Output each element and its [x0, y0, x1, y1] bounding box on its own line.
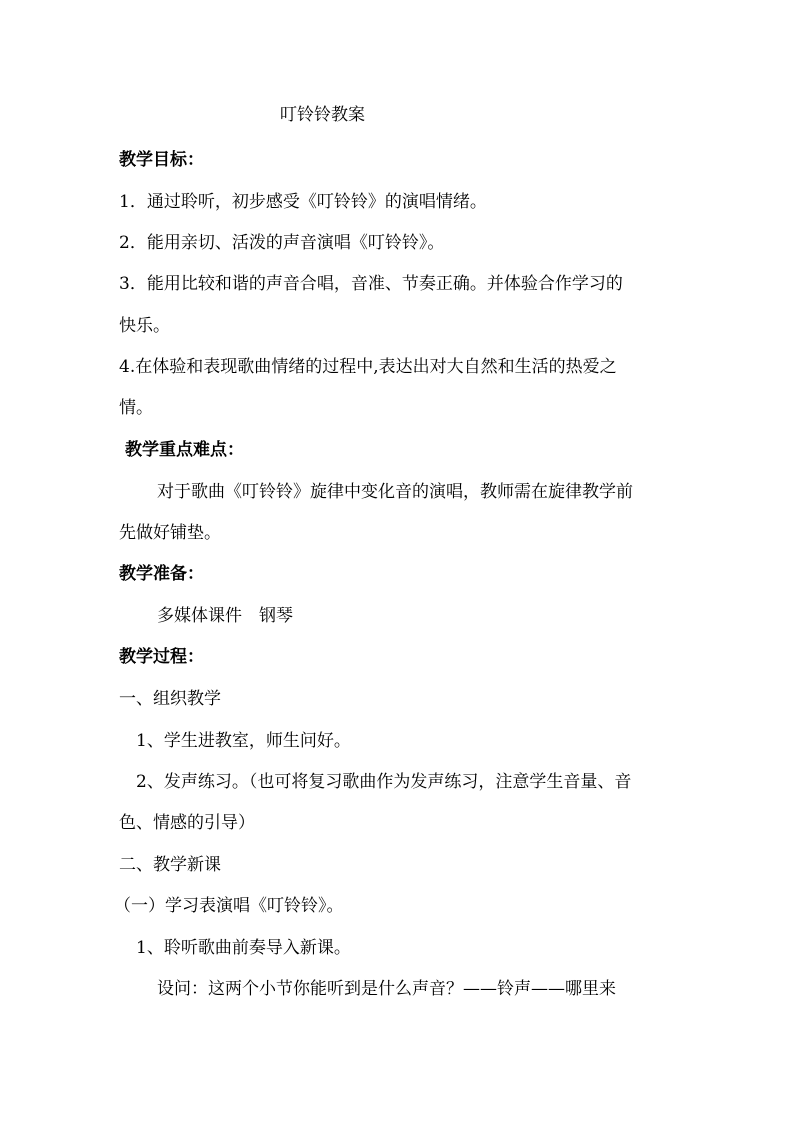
preparation-heading: 教学准备：	[119, 564, 204, 584]
objective-item-continuation: 快乐。	[119, 316, 170, 336]
process-heading: 教学过程：	[119, 647, 204, 667]
objectives-heading: 教学目标：	[119, 150, 204, 170]
objective-item: 3．能用比较和谐的声音合唱，音准、节奏正确。并体验合作学习的	[119, 274, 623, 294]
process-subsection: （一）学习表演唱《叮铃铃》。	[114, 896, 344, 916]
key-points-text-continuation: 先做好铺垫。	[119, 523, 221, 543]
key-points-heading: 教学重点难点：	[125, 440, 244, 460]
objective-item: 2．能用亲切、活泼的声音演唱《叮铃铃》。	[119, 233, 445, 253]
preparation-text: 多媒体课件 钢琴	[157, 606, 293, 626]
objective-item-continuation: 情。	[119, 398, 153, 418]
objective-item: 1．通过聆听，初步感受《叮铃铃》的演唱情绪。	[119, 192, 487, 212]
document-title: 叮铃铃教案	[280, 105, 365, 125]
process-step-continuation: 色、情感的引导）	[119, 813, 255, 833]
process-step: 1、聆听歌曲前奏导入新课。	[136, 938, 351, 958]
process-question: 设问：这两个小节你能听到是什么声音？——铃声——哪里来	[157, 979, 616, 999]
process-step: 2、发声练习。（也可将复习歌曲作为发声练习，注意学生音量、音	[136, 772, 632, 792]
process-step: 1、学生进教室，师生问好。	[136, 731, 351, 751]
objective-item: 4.在体验和表现歌曲情绪的过程中,表达出对大自然和生活的热爱之	[119, 357, 617, 377]
process-section: 一、组织教学	[119, 689, 221, 709]
key-points-text: 对于歌曲《叮铃铃》旋律中变化音的演唱，教师需在旋律教学前	[157, 482, 633, 502]
process-section: 二、教学新课	[119, 855, 221, 875]
